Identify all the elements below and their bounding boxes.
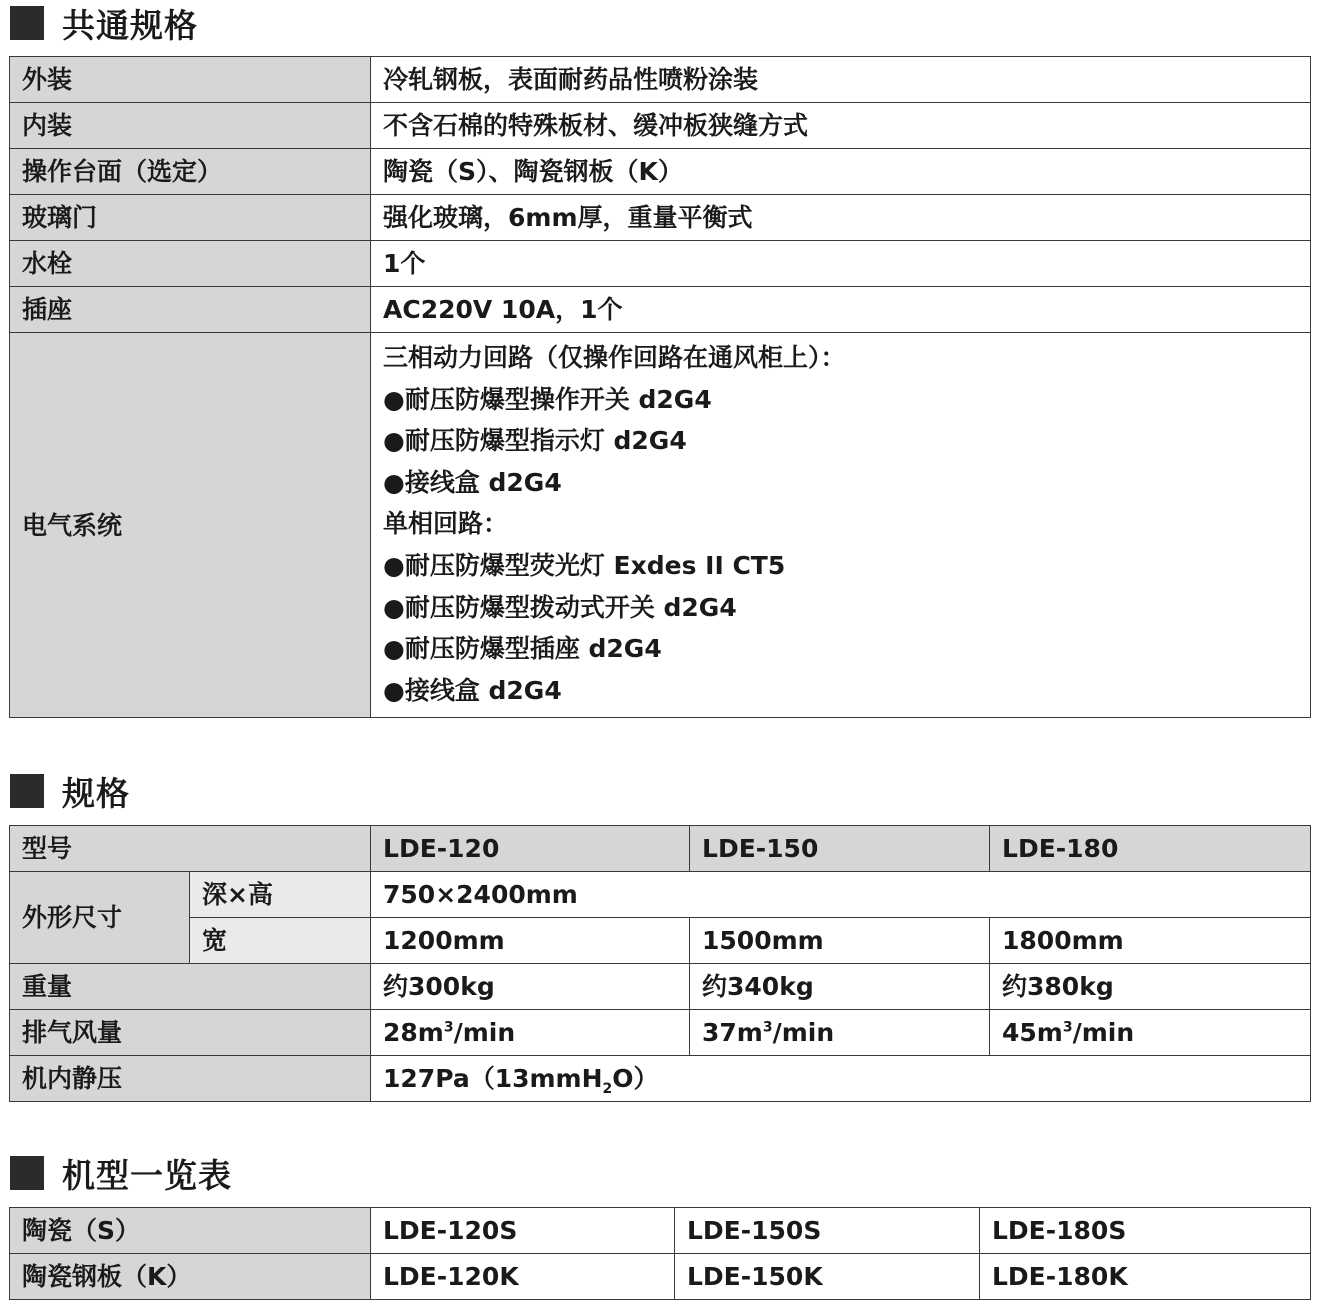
row-value: 强化玻璃，6mm厚，重量平衡式 [371, 195, 1311, 241]
common-specs-title: 共通规格 [62, 5, 198, 45]
table-row [10, 287, 1311, 333]
row-value: 不含石棉的特殊板材、缓冲板狭缝方式 [371, 103, 1311, 149]
exhaust-num: 45m [1002, 1018, 1063, 1047]
model-list-value: LDE-120K [371, 1254, 675, 1300]
specs-heading [10, 771, 130, 811]
row-label: 插座 [10, 287, 371, 333]
exhaust-sup: 3 [762, 1019, 773, 1036]
row-label: 外装 [10, 57, 371, 103]
width-value: 1200mm [371, 918, 690, 964]
model-list-table [9, 1207, 1311, 1300]
model-list-value: LDE-150S [675, 1208, 980, 1254]
table-row [10, 1254, 1311, 1300]
square-bullet-icon [10, 1156, 44, 1190]
depth-height-value: 750×2400mm [371, 872, 1311, 918]
table-row [10, 964, 1311, 1010]
common-specs-heading [10, 3, 198, 43]
table-row [10, 149, 1311, 195]
depth-height-label: 深×高 [190, 872, 371, 918]
row-label: 玻璃门 [10, 195, 371, 241]
model-header: LDE-150 [690, 826, 990, 872]
model-list-title: 机型一览表 [62, 1155, 232, 1195]
electrical-line: 单相回路： [383, 509, 509, 539]
table-row [10, 826, 1311, 872]
table-row [10, 241, 1311, 287]
weight-value: 约380kg [990, 964, 1311, 1010]
exhaust-sup: 3 [443, 1019, 454, 1036]
table-row [10, 1056, 1311, 1102]
row-value: 冷轧钢板，表面耐药品性喷粉涂装 [371, 57, 1311, 103]
static-pressure-label: 机内静压 [10, 1056, 371, 1102]
exhaust-unit: /min [1072, 1018, 1135, 1047]
width-value: 1800mm [990, 918, 1311, 964]
electrical-line: ●接线盒 d2G4 [383, 675, 562, 705]
model-header: LDE-180 [990, 826, 1311, 872]
specs-title: 规格 [62, 773, 130, 813]
row-label: 水栓 [10, 241, 371, 287]
exhaust-value [371, 1010, 690, 1056]
electrical-line: 三相动力回路（仅操作回路在通风柜上）： [383, 343, 846, 372]
exhaust-sup: 3 [1062, 1019, 1073, 1036]
electrical-line: ●接线盒 d2G4 [383, 467, 562, 497]
static-pressure-value [371, 1056, 1311, 1102]
static-pressure-suffix: O） [612, 1064, 659, 1093]
model-list-value: LDE-120S [371, 1208, 675, 1254]
width-label: 宽 [190, 918, 371, 964]
table-row [10, 103, 1311, 149]
electrical-value [371, 333, 1311, 718]
weight-value: 约340kg [690, 964, 990, 1010]
static-pressure-sub: 2 [602, 1081, 613, 1097]
row-value: AC220V 10A，1个 [371, 287, 1311, 333]
row-value: 1个 [371, 241, 1311, 287]
exhaust-num: 28m [383, 1018, 444, 1047]
weight-value: 约300kg [371, 964, 690, 1010]
row-label: 内装 [10, 103, 371, 149]
electrical-line: ●耐压防爆型操作开关 d2G4 [383, 384, 712, 414]
exhaust-num: 37m [702, 1018, 763, 1047]
exhaust-value [690, 1010, 990, 1056]
table-row [10, 1208, 1311, 1254]
model-header: LDE-120 [371, 826, 690, 872]
table-row [10, 918, 1311, 964]
model-list-value: LDE-150K [675, 1254, 980, 1300]
exhaust-unit: /min [772, 1018, 835, 1047]
specs-table [9, 825, 1311, 1102]
weight-label: 重量 [10, 964, 371, 1010]
electrical-line: ●耐压防爆型指示灯 d2G4 [383, 426, 687, 456]
model-list-label: 陶瓷钢板（K） [10, 1254, 371, 1300]
table-row [10, 57, 1311, 103]
square-bullet-icon [10, 6, 44, 40]
electrical-line: ●耐压防爆型插座 d2G4 [383, 634, 662, 664]
model-list-label: 陶瓷（S） [10, 1208, 371, 1254]
electrical-line: ●耐压防爆型荧光灯 Exdes II CT5 [383, 550, 786, 580]
electrical-line: ●耐压防爆型拨动式开关 d2G4 [383, 592, 737, 622]
width-value: 1500mm [690, 918, 990, 964]
row-value: 陶瓷（S）、陶瓷钢板（K） [371, 149, 1311, 195]
static-pressure-prefix: 127Pa（13mmH [383, 1064, 603, 1093]
dimensions-label: 外形尺寸 [10, 872, 190, 964]
exhaust-label: 排气风量 [10, 1010, 371, 1056]
table-row-electrical [10, 333, 1311, 718]
common-specs-table [9, 56, 1311, 718]
model-list-value: LDE-180S [980, 1208, 1311, 1254]
table-row [10, 872, 1311, 918]
exhaust-value [990, 1010, 1311, 1056]
exhaust-unit: /min [453, 1018, 516, 1047]
electrical-label: 电气系统 [10, 333, 371, 718]
row-label: 操作台面（选定） [10, 149, 371, 195]
table-row [10, 1010, 1311, 1056]
model-label: 型号 [10, 826, 371, 872]
model-list-value: LDE-180K [980, 1254, 1311, 1300]
table-row [10, 195, 1311, 241]
model-list-heading [10, 1153, 232, 1193]
square-bullet-icon [10, 774, 44, 808]
